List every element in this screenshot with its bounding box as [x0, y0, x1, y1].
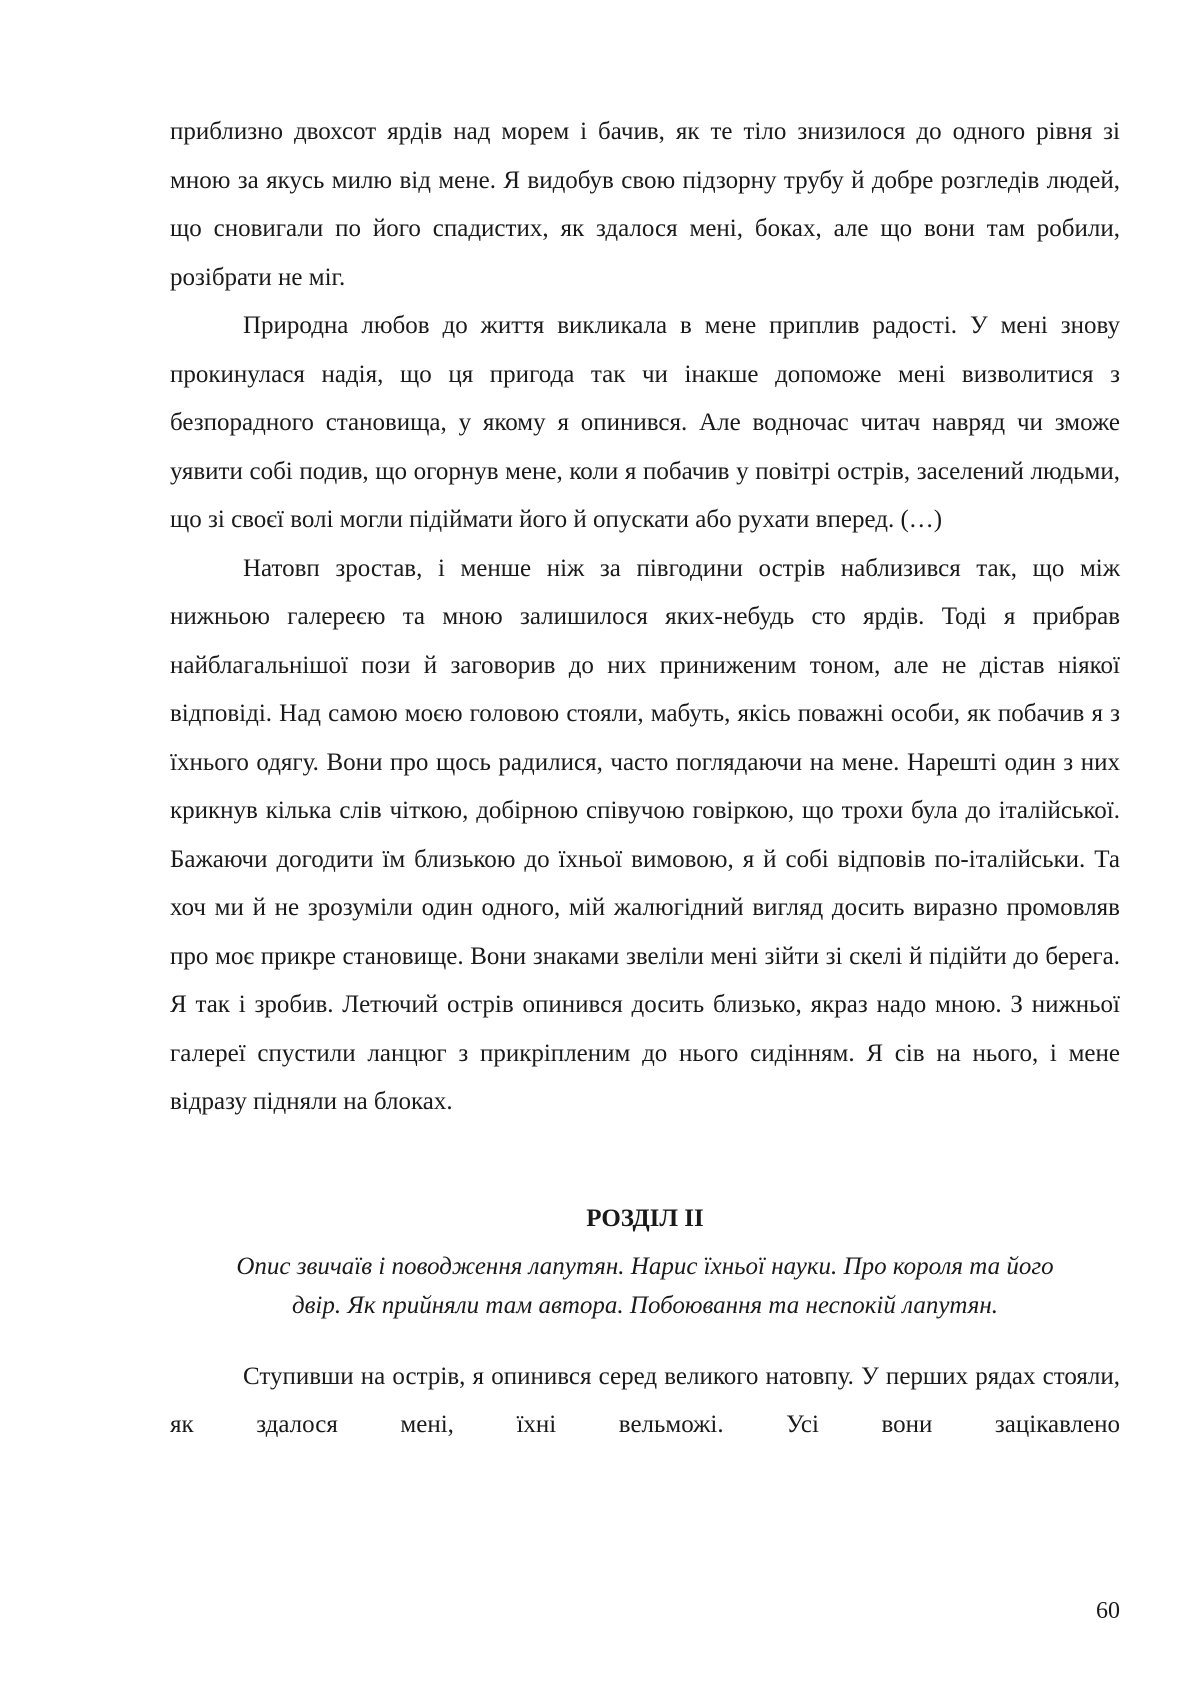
chapter-subtitle-line-1: Опис звичаїв і поводження лапутян. Нарис їхньої науки. Про короля та його [236, 1252, 1054, 1280]
chapter-subtitle [170, 1247, 1120, 1325]
page-number: 60 [1096, 1598, 1120, 1624]
body-paragraph-2: Природна любов до життя викликала в мене приплив радості. У мені знову прокинулася надія, що ця пригода так чи інакше допоможе мені визволитися з безпорадного становища, у якому я опинився. Але водночас читач навряд чи зможе уявити собі подив, що огорнув мене, коли я побачив у повітрі острів, заселений людьми, що зі своєї волі могли підіймати його й опускати або рухати вперед. (…) [170, 312, 1120, 533]
chapter-heading: РОЗДІЛ ІІ [586, 1204, 704, 1232]
document-page [170, 108, 1120, 1450]
body-paragraph-3: Натовп зростав, і менше ніж за півгодини острів наблизився так, що між нижньою галереєю та мною залишилося яких-небудь сто ярдів. Тоді я прибрав найблагальнішої пози й заговорив до них приниженим тоном, але не дістав ніякої відповіді. Над самою моєю головою стояли, мабуть, якісь поважні особи, як побачив я з їхнього одягу. Вони про щось радилися, часто поглядаючи на мене. Нарешті один з них крикнув кілька слів чіткою, добірною співучою говіркою, що трохи була до італійської. Бажаючи догодити їм близькою до їхньої вимовою, я й собі відповів по-італійськи. Та хоч ми й не зрозуміли один одного, мій жалюгідний вигляд досить виразно промовляв про моє прикре становище. Вони знаками звеліли мені зійти зі скелі й підійти до берега. Я так і зробив. Летючий острів опинився досить близько, якраз надо мною. З нижньої галереї спустили ланцюг з прикріпленим до нього сидінням. Я сів на нього, і мене відразу підняли на блоках. [170, 554, 1120, 1115]
chapter-subtitle-line-2: двір. Як прийняли там автора. Побоювання та неспокій лапутян. [291, 1291, 999, 1319]
body-paragraph-4: Ступивши на острів, я опинився серед великого натовпу. У перших рядах стояли, як здалося мені, їхні вельможі. Усі вони зацікавлено [170, 1362, 1120, 1438]
body-paragraph-1: приблизно двохсот ярдів над морем і бачив, як те тіло знизилося до одного рівня зі мною за якусь милю від мене. Я видобув свою підзорну трубу й добре розгледів людей, що сновигали по його спадистих, як здалося мені, боках, але що вони там робили, розібрати не міг. [170, 118, 1120, 291]
